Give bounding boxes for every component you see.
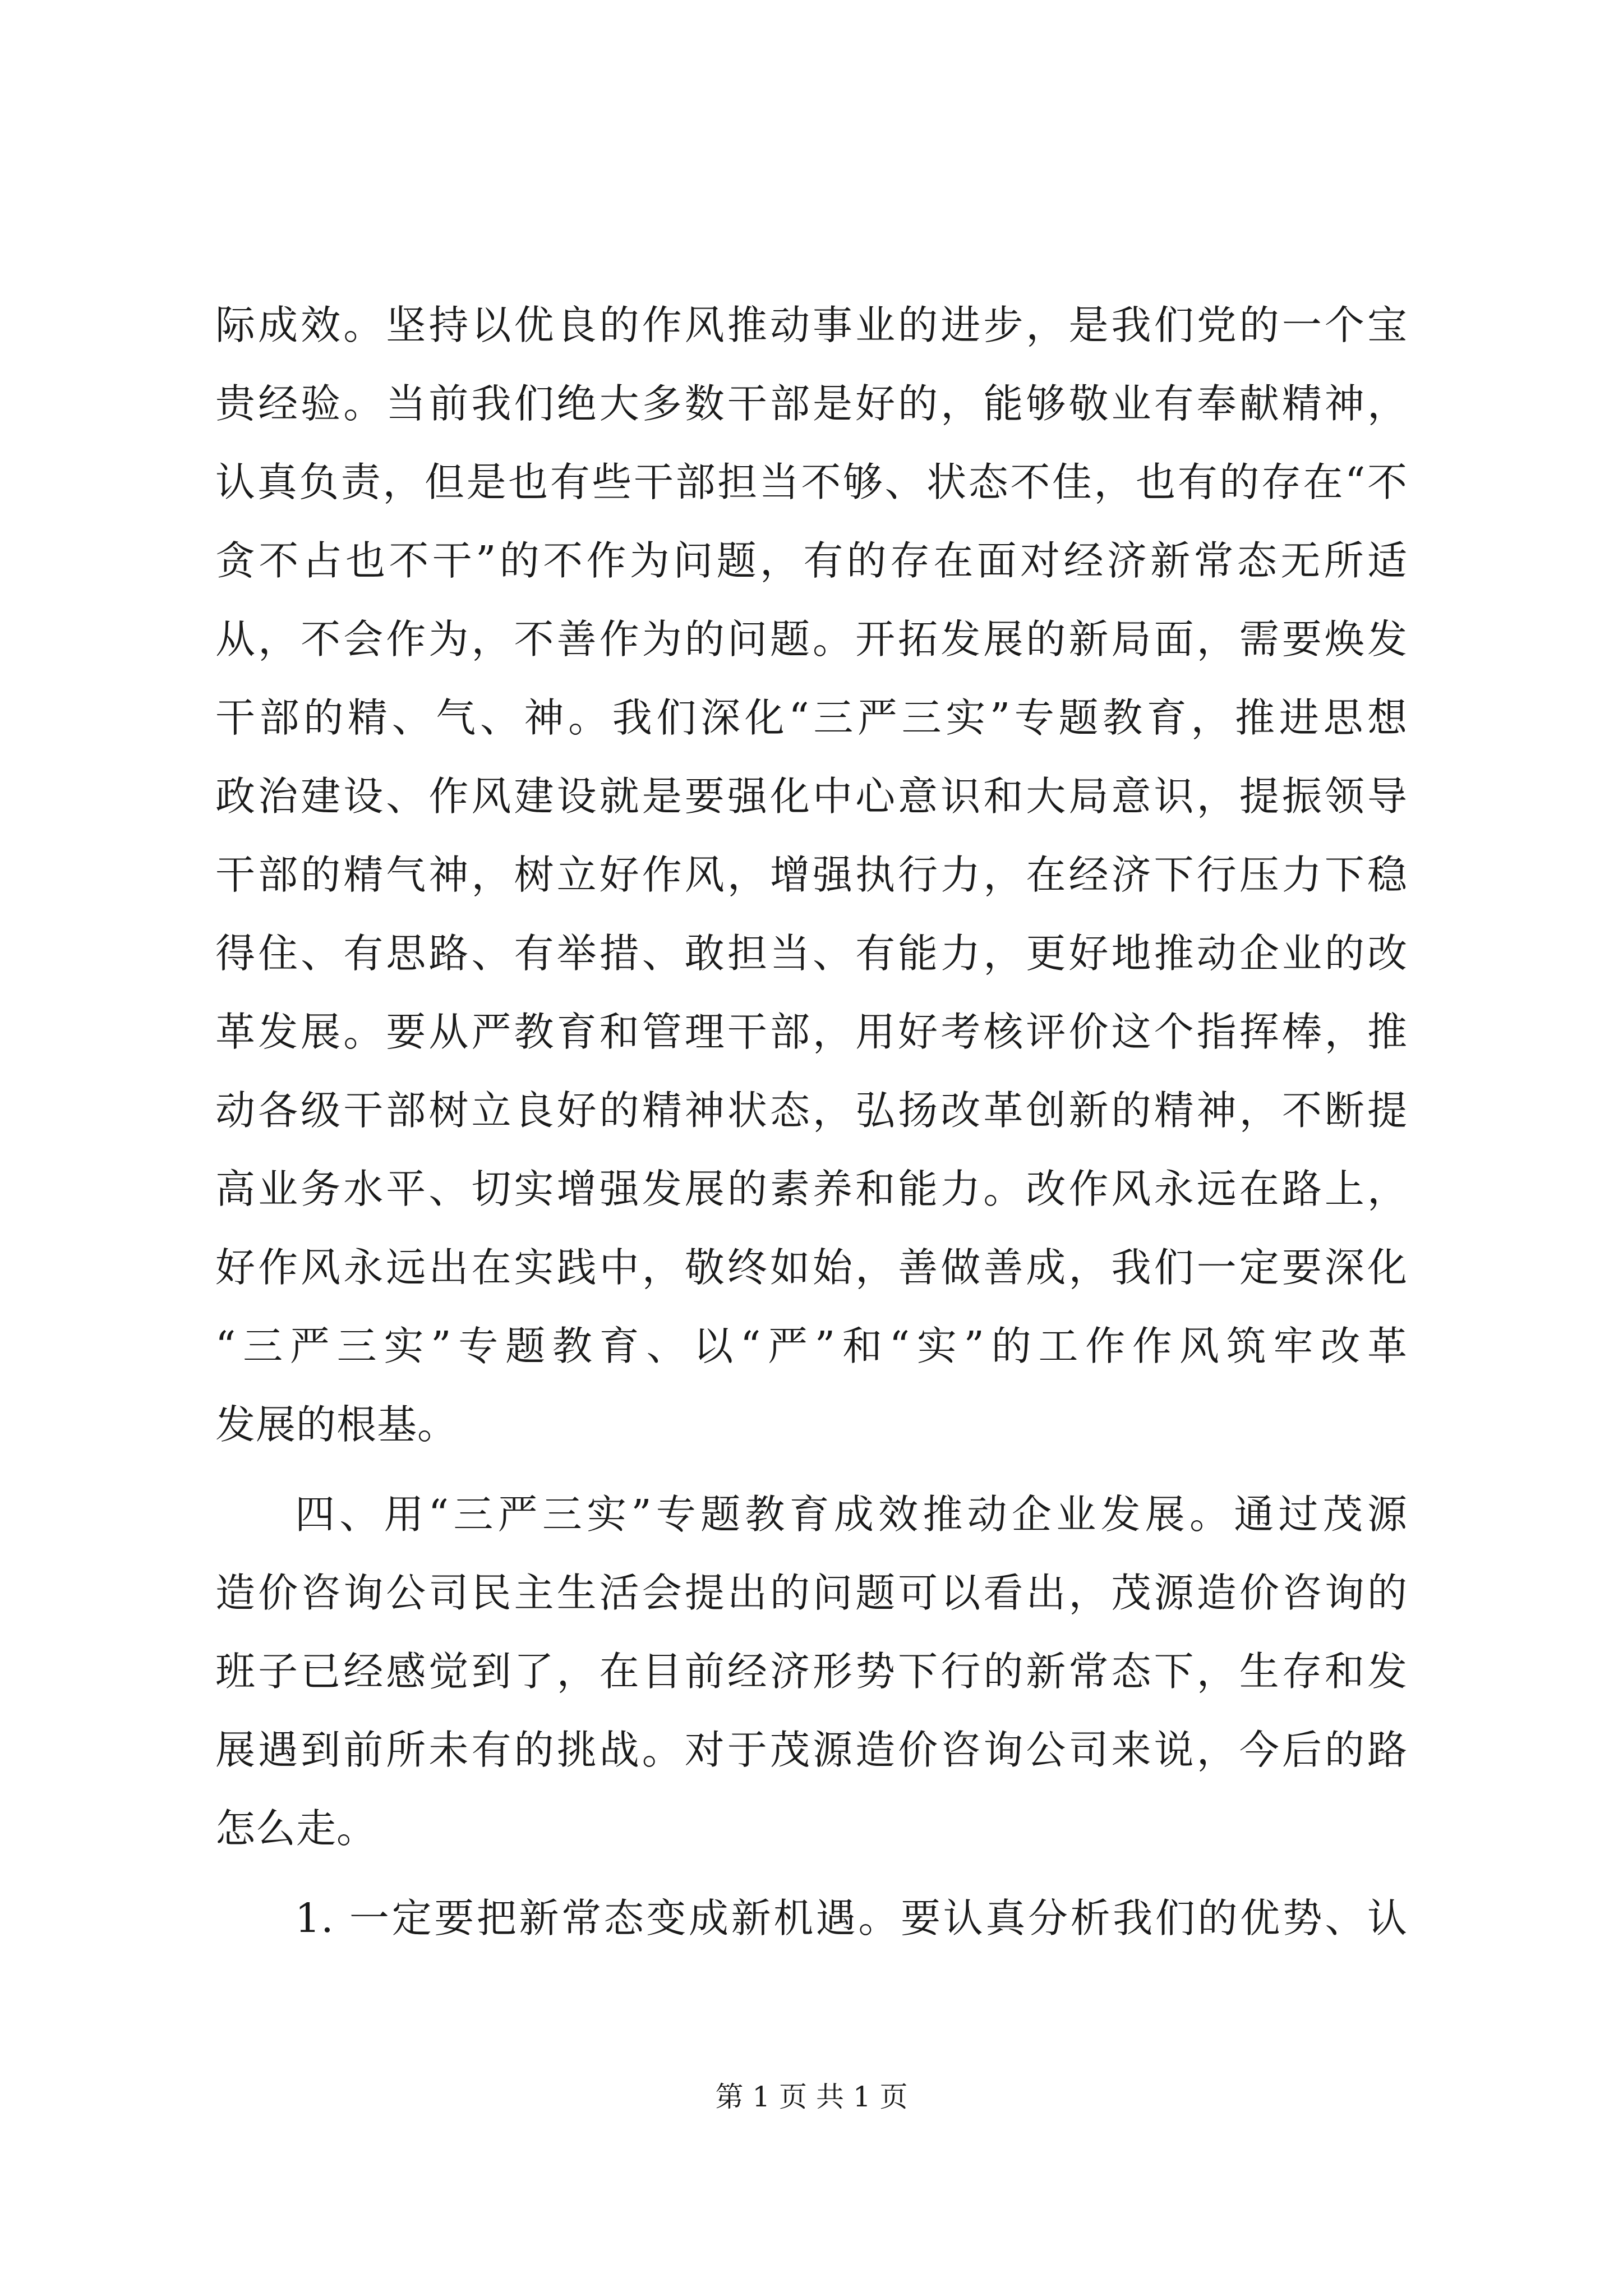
paragraph: [215, 1879, 1408, 1958]
paragraph-spacer: [215, 1464, 1408, 1475]
text-line: 政治建设、作风建设就是要强化中心意识和大局意识，提振领导: [215, 773, 1408, 820]
text-line: 从，不会作为，不善作为的问题。开拓发展的新局面，需要焕发: [215, 616, 1408, 662]
text-line: 贵经验。当前我们绝大多数干部是好的，能够敬业有奉献精神，: [215, 380, 1408, 427]
text-line: 动各级干部树立良好的精神状态，弘扬改革创新的精神，不断提: [215, 1087, 1408, 1134]
text-line: 1. 一定要把新常态变成新机遇。要认真分析我们的优势、认: [295, 1895, 1408, 1941]
text-line: 好作风永远出在实践中，敬终如始，善做善成，我们一定要深化: [215, 1244, 1408, 1291]
text-line: 怎么走。: [215, 1805, 377, 1852]
text-line: 造价咨询公司民主生活会提出的问题可以看出，茂源造价咨询的: [215, 1570, 1408, 1616]
document-body: [215, 286, 1408, 1958]
text-line: 干部的精、气、神。我们深化“三严三实”专题教育，推进思想: [215, 694, 1408, 741]
page-number-label: 第 1 页 共 1 页: [715, 2081, 908, 2113]
text-line: 发展的根基。: [215, 1401, 458, 1448]
text-line: 贪不占也不干”的不作为问题，有的存在面对经济新常态无所适: [215, 537, 1408, 584]
text-line: 际成效。坚持以优良的作风推动事业的进步，是我们党的一个宝: [215, 302, 1408, 348]
text-line: 高业务水平、切实增强发展的素养和能力。改作风永远在路上，: [215, 1166, 1408, 1212]
paragraph: [215, 1475, 1408, 1868]
paragraph-spacer: [215, 1868, 1408, 1879]
paragraph: [215, 286, 1408, 1464]
text-line: “三严三实”专题教育、以“严”和“实”的工作作风筑牢改革: [215, 1323, 1408, 1369]
text-line: 革发展。要从严教育和管理干部，用好考核评价这个指挥棒，推: [215, 1009, 1408, 1055]
text-line: 展遇到前所未有的挑战。对于茂源造价咨询公司来说，今后的路: [215, 1727, 1408, 1773]
text-line: 干部的精气神，树立好作风，增强执行力，在经济下行压力下稳: [215, 852, 1408, 898]
text-line: 得住、有思路、有举措、敢担当、有能力，更好地推动企业的改: [215, 930, 1408, 977]
page-footer: [0, 2080, 1623, 2114]
text-line: 认真负责，但是也有些干部担当不够、状态不佳，也有的存在“不: [215, 459, 1408, 505]
text-line: 四、用“三严三实”专题教育成效推动企业发展。通过茂源: [295, 1491, 1408, 1538]
text-line: 班子已经感觉到了，在目前经济形势下行的新常态下，生存和发: [215, 1648, 1408, 1695]
